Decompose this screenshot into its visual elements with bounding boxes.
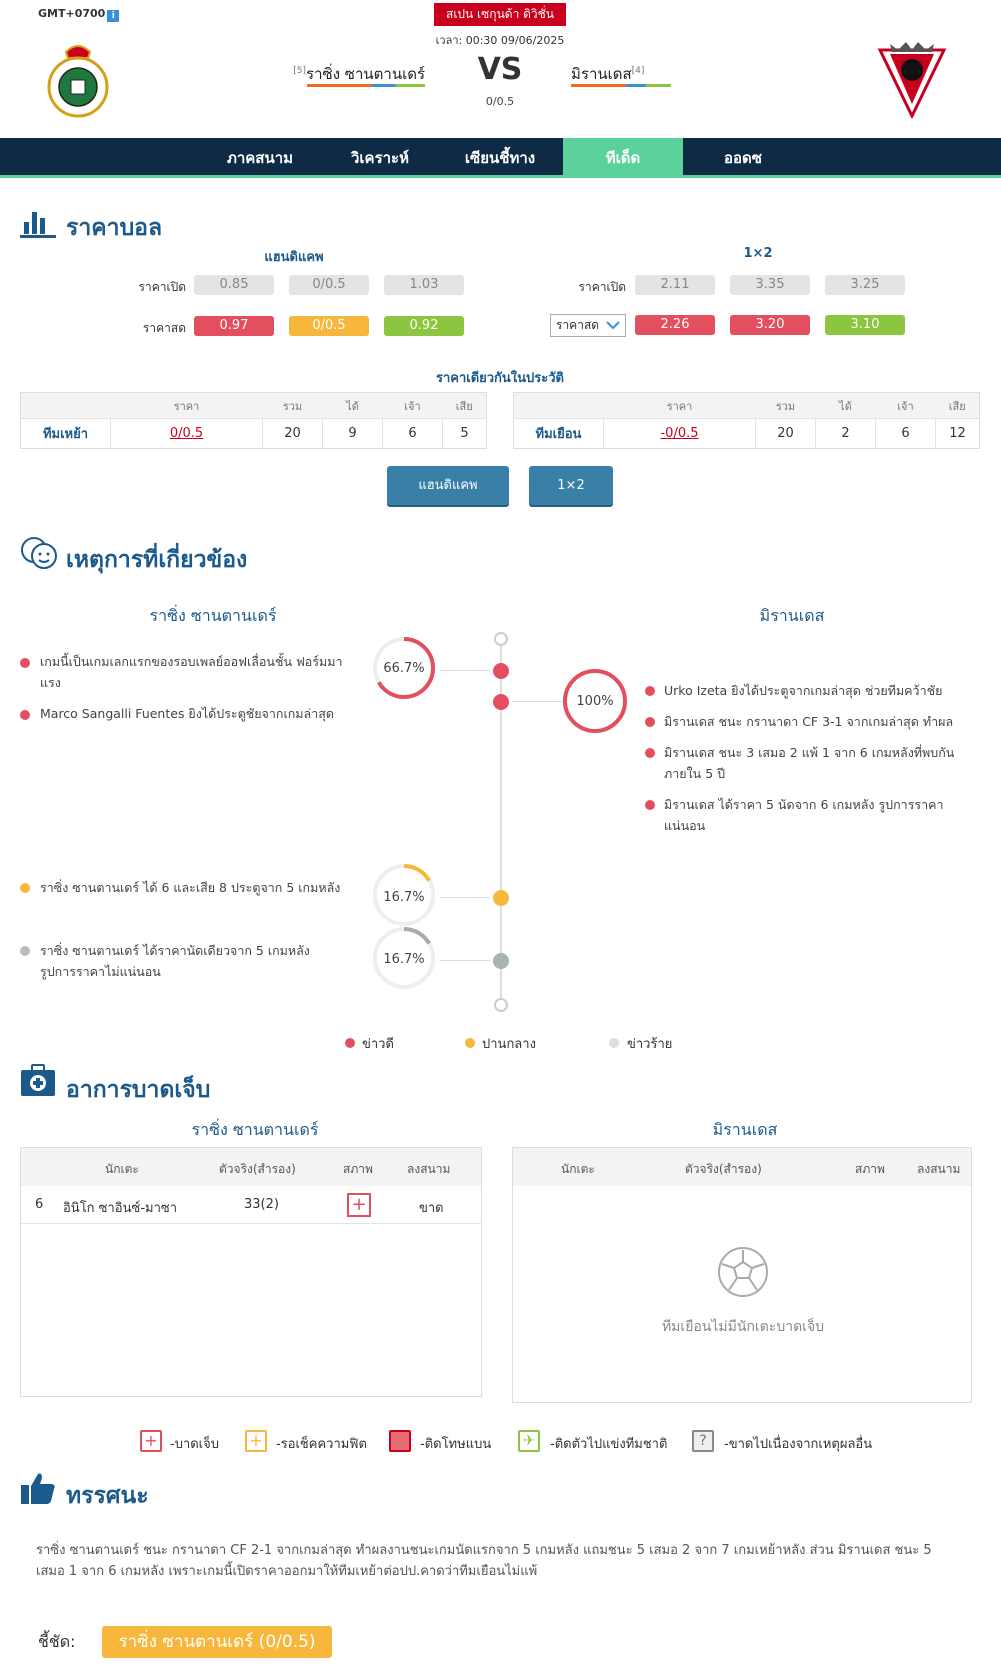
- injury-status-icon: +: [347, 1193, 371, 1217]
- handicap-live-line: 0/0.5: [289, 316, 369, 336]
- home-good-pct: 66.7%: [383, 661, 425, 676]
- event-good-dot: [645, 800, 655, 810]
- away-team-logo: [876, 38, 948, 118]
- event-away-3: มิรานเดส ชนะ 3 เสมอ 2 แพ้ 1 จาก 6 เกมหลังที่พบกันภายใน 5 ปี: [664, 745, 955, 781]
- home-bad-pct: 16.7%: [383, 952, 425, 967]
- table-row: ทีมเหย้า 0/0.5 20 9 6 5: [21, 419, 487, 449]
- event-bad-dot: [20, 946, 30, 956]
- suspended-legend-icon: [389, 1430, 411, 1452]
- history-away-line-link[interactable]: -0/0.5: [604, 419, 756, 449]
- history-title: ราคาเดียวกันในประวัติ: [435, 371, 565, 386]
- tab-analysis[interactable]: วิเคราะห์: [350, 149, 409, 167]
- table-row: ทีมเยือน -0/0.5 20 2 6 12: [514, 419, 980, 449]
- injury-home-table: นักเตะ ตัวจริง(สำรอง) สภาพ ลงสนาม 6 อินิโก ซาอินซ์-มาซา 33(2) + ขาด: [20, 1147, 482, 1397]
- event-away-4: มิรานเดส ได้ราคา 5 นัดจาก 6 เกมหลัง รูปการราคาแน่นอน: [664, 797, 944, 833]
- handicap-open-away: 1.03: [384, 275, 464, 295]
- home-team-logo: [46, 38, 110, 118]
- event-home-3: ราซิ่ง ซานตานเดร์ ได้ 6 และเสีย 8 ประตูจาก 5 เกมหลัง: [40, 880, 341, 895]
- tab-odds[interactable]: ออดซ: [724, 149, 762, 167]
- legend-other: -ขาดไปเนื่องจากเหตุผลอื่น: [724, 1437, 873, 1452]
- chevron-down-icon: [605, 315, 621, 342]
- events-section-title: เหตุการที่เกี่ยวข้อง: [66, 547, 248, 573]
- connector: [512, 701, 562, 702]
- event-away-1: Urko Izeta ยิงได้ประตูจากเกมล่าสุด ช่วยทีมคว้าชัย: [664, 683, 943, 698]
- tab-tips[interactable]: ทีเด็ด: [563, 138, 683, 178]
- table-row: 6 อินิโก ซาอินซ์-มาซา 33(2) + ขาด: [21, 1186, 481, 1224]
- injury-home-team: ราซิ่ง ซานตานเดร์: [191, 1120, 319, 1139]
- handicap-button[interactable]: แฮนดิแคพ: [387, 466, 509, 505]
- odds-section-icon: [20, 208, 56, 242]
- injury-section-title: อาการบาดเจ็บ: [66, 1077, 211, 1103]
- onex2-button[interactable]: 1×2: [529, 466, 613, 505]
- history-away-table: ราคา รวม ได้ เจ้า เสีย ทีมเยือน -0/0.5 20 2 6 12: [513, 392, 980, 449]
- event-good-dot: [645, 748, 655, 758]
- event-away-2: มิรานเดส ชนะ กรานาดา CF 3-1 จากเกมล่าสุด ทำผล: [664, 714, 954, 729]
- timeline-good-dot: [493, 694, 509, 710]
- timeline-bad-dot: [493, 953, 509, 969]
- away-good-pct: 100%: [576, 694, 614, 709]
- home-neutral-pct: 16.7%: [383, 890, 425, 905]
- legend-neutral: ปานกลาง: [482, 1037, 536, 1052]
- handicap-open-home: 0.85: [194, 275, 274, 295]
- legend-national: -ติดตัวไปแข่งทีมชาติ: [550, 1437, 668, 1452]
- connector: [440, 670, 490, 671]
- legend-bad: ข่าวร้าย: [627, 1037, 673, 1052]
- event-home-4: ราซิ่ง ซานตานเดร์ ได้ราคานัดเดียวจาก 5 เกมหลัง รูปการราคาไม่แน่นอน: [40, 943, 310, 979]
- home-team-stripe: [307, 84, 425, 87]
- injury-away-table: นักเตะ ตัวจริง(สำรอง) สภาพ ลงสนาม ทีมเยือนไม่มีนักเตะบาดเจ็บ: [512, 1147, 972, 1403]
- view-section-title: ทรรศนะ: [66, 1483, 149, 1509]
- events-away-team: มิรานเดส: [759, 606, 825, 625]
- timeline-start: [494, 632, 508, 646]
- home-team-name[interactable]: [5]ราซิ่ง ซานตานเดร์: [293, 65, 425, 83]
- event-home-2: Marco Sangalli Fuentes ยิงได้ประตูชัยจากเกมล่าสุด: [40, 706, 334, 721]
- injury-legend-icon: +: [140, 1430, 162, 1452]
- event-good-dot: [20, 710, 30, 720]
- thumbs-up-icon: [20, 1470, 56, 1510]
- timeline-good-dot: [493, 663, 509, 679]
- connector: [440, 960, 490, 961]
- handicap-live-label: ราคาสด: [142, 321, 186, 335]
- history-home-table: ราคา รวม ได้ เจ้า เสีย ทีมเหย้า 0/0.5 20 9 6 5: [20, 392, 487, 449]
- legend-injured: -บาดเจ็บ: [170, 1437, 219, 1452]
- event-home-1: เกมนี้เป็นเกมเลกแรกของรอบเพลย์ออฟเลื่อนชั้น ฟอร์มมาแรง: [40, 654, 343, 690]
- medkit-icon: [20, 1064, 56, 1102]
- onex2-live-home: 2.26: [635, 315, 715, 335]
- view-text: ราซิ่ง ซานตานเดร์ ชนะ กรานาดา CF 2-1 จากเกมล่าสุด ทำผลงานชนะเกมนัดแรกจาก 5 เกมหลัง แถมชนะ 5 เสมอ 2 จาก 7 เกมเหย้าหลัง ส่วน มิรานเดส ชนะ 5 เสมอ 1 จาก 6 เกมหลัง เพราะเกมนี้เปิดราคาออกมาให้ทีมเหย้าต่อปป.คาดว่าทีมเยือนไม่แพ้: [36, 1543, 932, 1579]
- event-neutral-dot: [20, 883, 30, 893]
- onex2-open-away: 3.25: [825, 275, 905, 295]
- history-home-line-link[interactable]: 0/0.5: [111, 419, 263, 449]
- event-good-dot: [645, 686, 655, 696]
- timeline-end: [494, 998, 508, 1012]
- main-nav: [0, 138, 1001, 178]
- handicap-live-home: 0.97: [194, 316, 274, 336]
- event-good-dot: [645, 717, 655, 727]
- onex2-title: 1×2: [743, 246, 773, 261]
- player-name[interactable]: อินิโก ซาอินซ์-มาซา: [63, 1201, 178, 1216]
- soccer-ball-icon: [717, 1246, 769, 1302]
- onex2-live-select[interactable]: ราคาสด: [550, 314, 626, 337]
- odds-section-title: ราคาบอล: [66, 215, 163, 241]
- kickoff-time: เวลา: 00:30 09/06/2025: [435, 34, 565, 47]
- onex2-open-draw: 3.35: [730, 275, 810, 295]
- legend-neutral-dot: [465, 1038, 475, 1048]
- league-badge: สเปน เซกุนด้า ดิวิชั่น: [434, 3, 566, 26]
- handicap-open-line: 0/0.5: [289, 275, 369, 295]
- handicap-live-away: 0.92: [384, 316, 464, 336]
- tab-expert[interactable]: เซียนชี้ทาง: [464, 149, 536, 167]
- away-no-injury: ทีมเยือนไม่มีนักเตะบาดเจ็บ: [661, 1319, 825, 1335]
- timeline-neutral-dot: [493, 890, 509, 906]
- plane-icon: ✈: [518, 1430, 540, 1452]
- onex2-open-home: 2.11: [635, 275, 715, 295]
- onex2-live-draw: 3.20: [730, 315, 810, 335]
- event-good-dot: [20, 658, 30, 668]
- onex2-open-label: ราคาเปิด: [578, 280, 626, 294]
- injury-away-team: มิรานเดส: [712, 1120, 778, 1139]
- legend-bad-dot: [609, 1038, 619, 1048]
- away-team-name[interactable]: มิรานเดส[4]: [571, 65, 645, 83]
- handicap-open-label: ราคาเปิด: [138, 280, 186, 294]
- question-icon: ?: [692, 1430, 714, 1452]
- pick-badge: ราซิ่ง ซานตานเดร์ (0/0.5): [102, 1626, 332, 1658]
- away-team-stripe: [571, 84, 671, 87]
- onex2-live-away: 3.10: [825, 315, 905, 335]
- legend-good-dot: [345, 1038, 355, 1048]
- info-icon[interactable]: i: [107, 10, 119, 22]
- tab-field[interactable]: ภาคสนาม: [226, 149, 294, 167]
- faces-icon: [20, 536, 58, 574]
- legend-suspended: -ติดโทษแบน: [420, 1437, 492, 1452]
- handicap-line: 0/0.5: [485, 95, 515, 108]
- connector: [440, 897, 490, 898]
- fitness-legend-icon: +: [245, 1430, 267, 1452]
- legend-good: ข่าวดี: [362, 1037, 394, 1052]
- pick-label: ชี้ชัด:: [38, 1632, 76, 1651]
- vs-label: VS: [477, 52, 523, 87]
- timezone-label[interactable]: GMT+0700 i: [38, 7, 119, 22]
- handicap-title: แฮนดิแคพ: [264, 250, 324, 265]
- legend-fitness: -รอเช็คความฟิต: [276, 1437, 367, 1452]
- events-home-team: ราซิ่ง ซานตานเดร์: [149, 606, 277, 625]
